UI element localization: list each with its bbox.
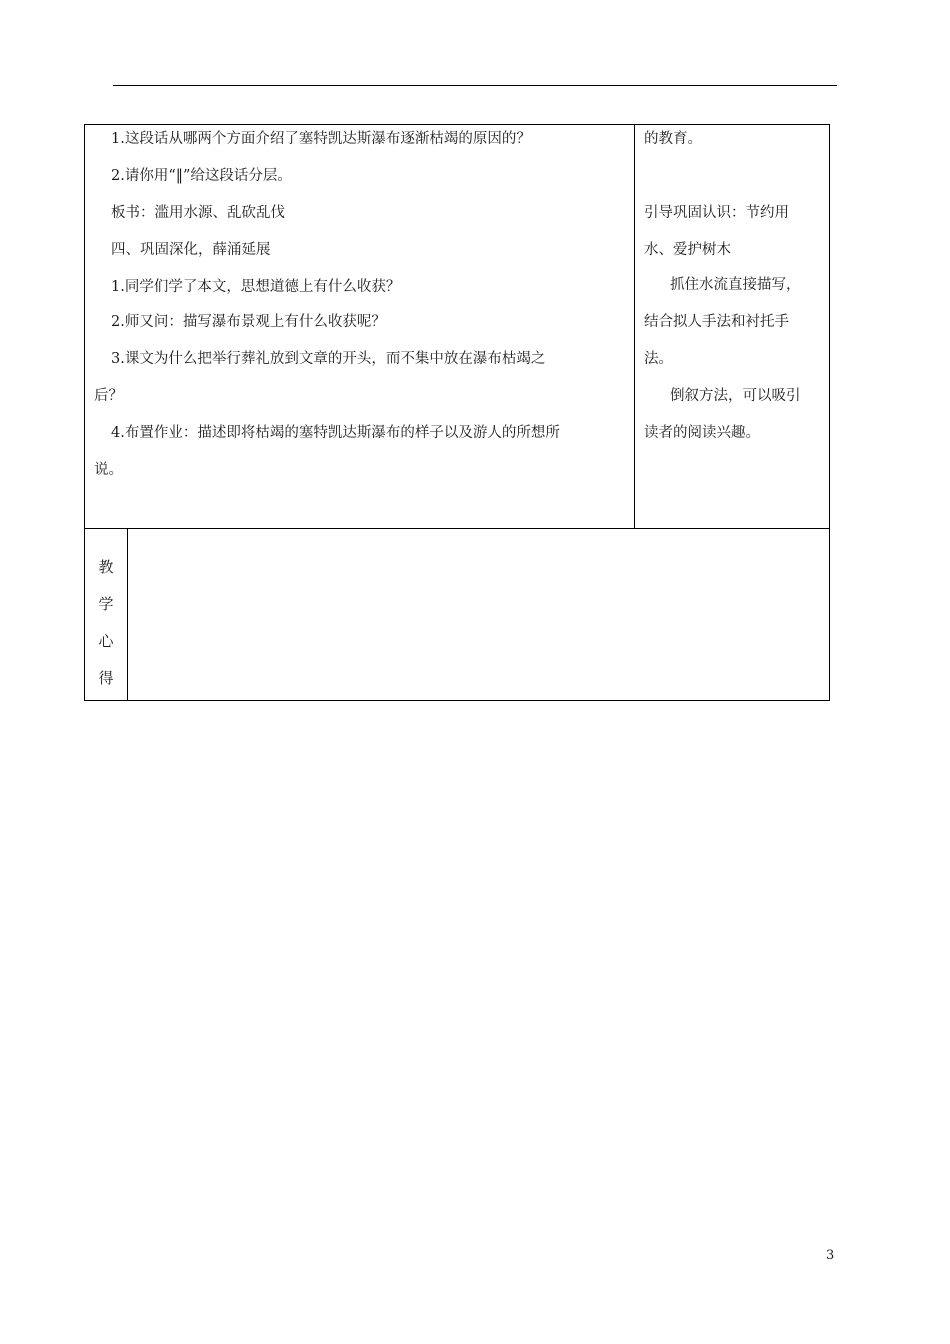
main-line: 四、巩固深化，薛涌延展 — [111, 242, 271, 258]
reflection-table — [84, 528, 830, 701]
side-line: 法。 — [644, 351, 673, 367]
main-line: 2.师又问：描写瀑布景观上有什么收获呢？ — [111, 314, 386, 330]
design-notes-cell — [635, 125, 830, 528]
main-line: 4.布置作业：描述即将枯竭的塞特凯达斯瀑布的样子以及游人的所想所 — [111, 425, 560, 441]
main-line: 板书：滥用水源、乱砍乱伐 — [111, 205, 285, 221]
reflection-label-cell — [85, 528, 128, 700]
main-line: 1.同学们学了本文，思想道德上有什么收获？ — [111, 279, 401, 295]
side-line: 结合拟人手法和衬托手 — [644, 314, 789, 330]
reflection-content-cell — [128, 528, 829, 700]
side-line: 读者的阅读兴趣。 — [644, 425, 760, 441]
main-line: 后？ — [94, 388, 123, 404]
side-line: 倒叙方法，可以吸引 — [670, 388, 801, 404]
header-rule — [113, 85, 837, 86]
side-line: 引导巩固认识：节约用 — [644, 205, 789, 221]
main-line: 说。 — [94, 462, 123, 478]
main-line: 3.课文为什么把举行葬礼放到文章的开头，而不集中放在瀑布枯竭之 — [111, 351, 546, 367]
reflection-label-char: 教 — [98, 558, 114, 576]
side-line: 水、爱护树木 — [644, 242, 731, 258]
reflection-label-char: 心 — [98, 632, 114, 650]
page-number: 3 — [826, 1248, 835, 1263]
main-line: 1.这段话从哪两个方面介绍了塞特凯达斯瀑布逐渐枯竭的原因的？ — [111, 131, 531, 147]
reflection-label-char: 学 — [98, 595, 114, 613]
lesson-table — [84, 124, 830, 529]
main-line: 2.请你用“‖”给这段话分层。 — [111, 168, 292, 184]
teaching-process-cell — [85, 125, 635, 528]
side-line: 的教育。 — [644, 131, 702, 147]
reflection-label-char: 得 — [98, 669, 114, 687]
side-line: 抓住水流直接描写， — [670, 277, 801, 293]
